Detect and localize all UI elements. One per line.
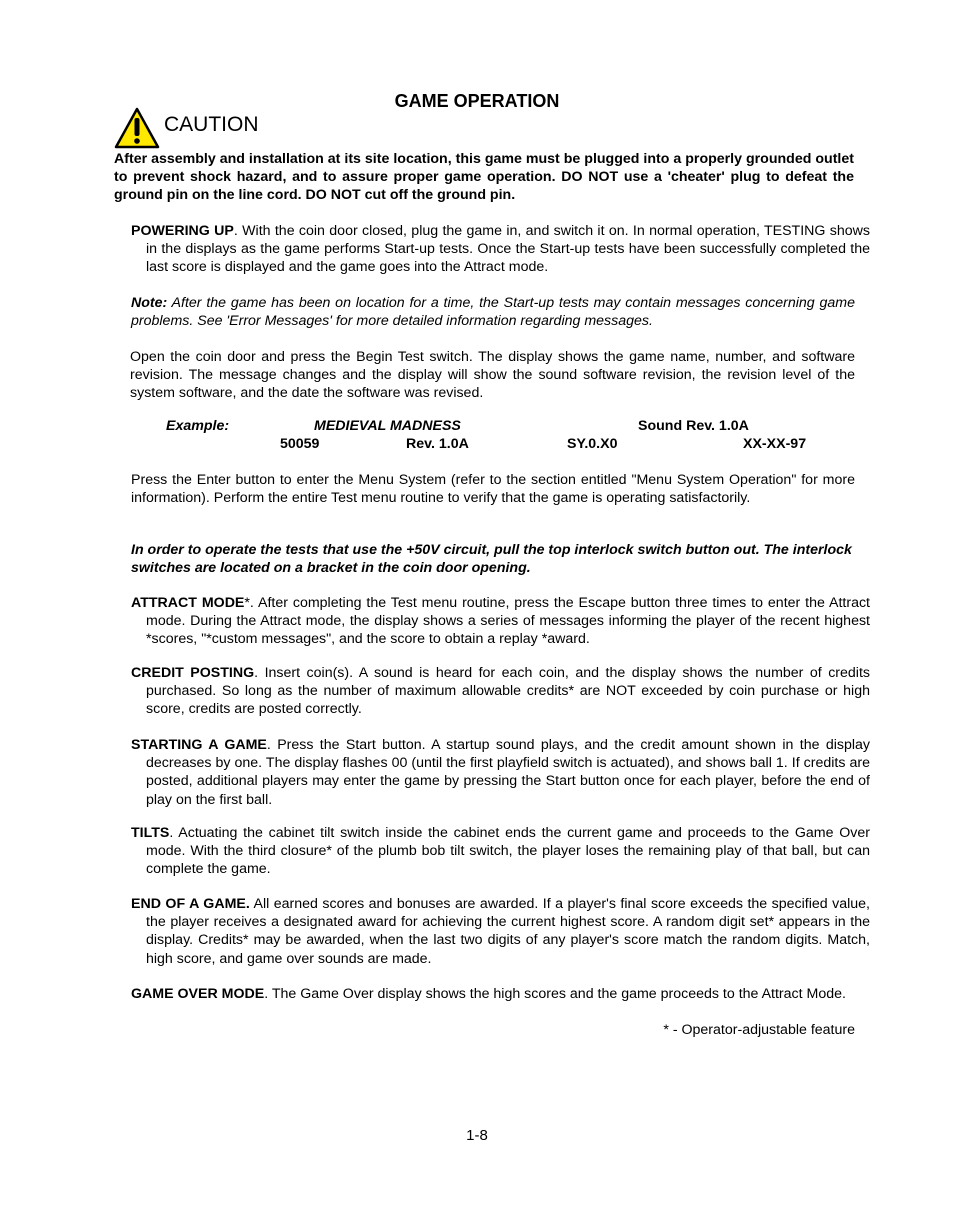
- warning-triangle-icon: [114, 107, 160, 149]
- example-number: 50059: [280, 436, 320, 452]
- example-label: Example:: [166, 418, 230, 434]
- caution-label: CAUTION: [164, 113, 259, 136]
- end-of-game-term: END OF A GAME.: [131, 896, 250, 912]
- note-term: Note:: [131, 295, 168, 311]
- page-title: GAME OPERATION: [394, 91, 560, 111]
- note-text: After the game has been on location for a time, the Start-up tests may contain messages concerning game problems. See 'Error Messages' for more detailed information regarding messages.: [131, 295, 855, 330]
- tilts-term: TILTS: [131, 825, 170, 841]
- credit-posting-text: . Insert coin(s). A sound is heard for each coin, and the display shows the number of credits purchased. So long as the number of maximum allowable credits* are NOT exceeded by coin purchase or high score, credits are posted correctly.: [146, 665, 870, 718]
- starting-game-paragraph: [131, 736, 870, 809]
- enter-menu-paragraph: Press the Enter button to enter the Menu System (refer to the section entitled "Menu System Operation" for more information). Perform the entire Test menu routine to verify that the game is operating satisfactorily.: [131, 472, 855, 507]
- credit-posting-paragraph: [131, 664, 870, 719]
- end-of-game-text: All earned scores and bonuses are awarded. If a player's final score exceeds the specified value, the player receives a designated award for achieving the current highest score. A random digit set* appears in the display. Credits* may be awarded, when the last two digits of any player's score match the random digits. Match, high score, and game over sounds are made.: [146, 896, 870, 967]
- game-over-mode-text: . The Game Over display shows the high scores and the game proceeds to the Attract Mode.: [264, 986, 846, 1002]
- interlock-note: In order to operate the tests that use the +50V circuit, pull the top interlock switch button out. The interlock switches are located on a bracket in the coin door opening.: [131, 542, 852, 577]
- starting-game-term: STARTING A GAME: [131, 737, 267, 753]
- example-rev: Rev. 1.0A: [406, 436, 469, 452]
- example-date: XX-XX-97: [743, 436, 807, 452]
- game-over-mode-term: GAME OVER MODE: [131, 986, 265, 1002]
- footnote: * - Operator-adjustable feature: [663, 1022, 855, 1038]
- example-sound-rev: Sound Rev. 1.0A: [638, 418, 749, 434]
- note-paragraph: [131, 294, 855, 330]
- game-over-mode-paragraph: [131, 985, 870, 1003]
- page-number: 1-8: [466, 1127, 488, 1144]
- powering-up-paragraph: [131, 222, 870, 277]
- attract-mode-paragraph: [131, 594, 870, 649]
- tilts-text: . Actuating the cabinet tilt switch inside the cabinet ends the current game and proceeds to the Game Over mode. With the third closure* of the plumb bob tilt switch, the player loses the remaining play of that ball, but can complete the game.: [146, 825, 870, 878]
- powering-up-term: POWERING UP: [131, 223, 234, 239]
- example-system: SY.0.X0: [567, 436, 618, 452]
- starting-game-text: . Press the Start button. A startup sound plays, and the credit amount shown in the display decreases by one. The display flashes 00 (until the first playfield switch is actuated), and shows ball 1. If credits are posted, additional players may enter the game by pressing the Start button once for each player, before the end of play on the first ball.: [146, 737, 870, 808]
- credit-posting-term: CREDIT POSTING: [131, 665, 255, 681]
- attract-mode-term: ATTRACT MODE: [131, 595, 245, 611]
- tilts-paragraph: [131, 824, 870, 879]
- caution-warning-text: After assembly and installation at its site location, this game must be plugged into a properly grounded outlet to prevent shock hazard, and to assure proper game operation. DO NOT use a 'cheater' plug to defeat the ground pin on the line cord. DO NOT cut off the ground pin.: [114, 151, 854, 203]
- end-of-game-paragraph: [131, 895, 870, 968]
- caution-header: [114, 106, 259, 150]
- begin-test-paragraph: Open the coin door and press the Begin Test switch. The display shows the game name, number, and software revision. The message changes and the display will show the sound software revision, the revision level of the system software, and the date the software was revised.: [130, 349, 855, 402]
- attract-mode-text: *. After completing the Test menu routine, press the Escape button three times to enter the Attract mode. During the Attract mode, the display shows a series of messages informing the player of the recent highest *scores, "*custom messages", and the score to obtain a replay *award.: [146, 595, 870, 648]
- powering-up-text: . With the coin door closed, plug the game in, and switch it on. In normal operation, TESTING shows in the displays as the game performs Start-up tests. Once the Start-up tests have been successfully completed the last score is displayed and the game goes into the Attract mode.: [146, 223, 870, 276]
- example-game-name: MEDIEVAL MADNESS: [314, 418, 461, 434]
